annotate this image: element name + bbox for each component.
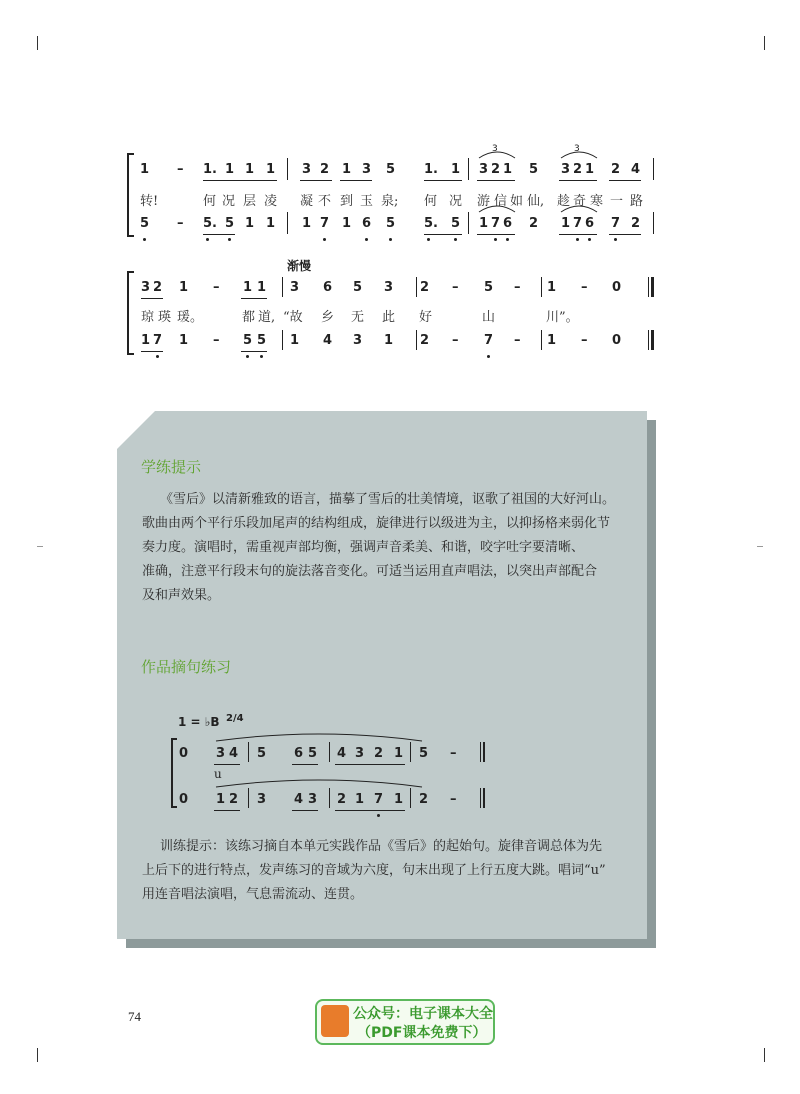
slur: [214, 777, 424, 789]
note: 1: [342, 216, 352, 231]
note: 2: [631, 216, 641, 231]
note: –: [452, 333, 459, 348]
note: 0: [612, 280, 622, 295]
crop-mark: [37, 36, 38, 50]
note: 7: [573, 216, 583, 231]
barline: [282, 330, 283, 350]
lyric: 奇: [573, 194, 587, 209]
lyric: 仙,: [527, 194, 545, 209]
ex-note: 6: [294, 746, 304, 761]
octave-dot: [614, 238, 617, 241]
note: 1: [342, 162, 352, 177]
note: 5: [243, 333, 253, 348]
beam: [335, 764, 405, 765]
note: 5: [257, 333, 267, 348]
lyric: 寒: [590, 194, 604, 209]
study-tips-line: 及和声效果。: [142, 588, 221, 603]
note: 5: [484, 280, 494, 295]
octave-dot: [323, 238, 326, 241]
note: 6: [585, 216, 595, 231]
octave-dot: [206, 238, 209, 241]
note: 5: [140, 216, 150, 231]
ex-note: 1: [216, 792, 226, 807]
octave-dot: [427, 238, 430, 241]
panel-shadow: [647, 420, 656, 948]
beam: [292, 764, 318, 765]
beam: [559, 234, 597, 235]
note: 3: [384, 280, 394, 295]
book-icon: [321, 1005, 349, 1037]
beam: [214, 764, 240, 765]
system-brace: [124, 270, 138, 356]
note: 5: [451, 216, 461, 231]
barline: [282, 277, 283, 297]
note: –: [514, 280, 521, 295]
beam: [203, 234, 235, 235]
badge-line-2: （PDF课本免费下）: [357, 1025, 487, 1041]
ex-note: 5: [257, 746, 267, 761]
crop-tick: [37, 546, 43, 547]
final-barline: [483, 742, 485, 762]
octave-dot: [588, 238, 591, 241]
ex-note: 1: [355, 792, 365, 807]
slur: [214, 731, 424, 743]
note: –: [452, 280, 459, 295]
note: –: [581, 280, 588, 295]
octave-dot: [156, 355, 159, 358]
note: 1: [179, 333, 189, 348]
ex-note: 5: [308, 746, 318, 761]
beam: [477, 180, 515, 181]
note: 7: [611, 216, 621, 231]
barline: [541, 330, 542, 350]
system-brace: [124, 152, 138, 238]
note: –: [177, 216, 184, 231]
beam: [424, 180, 462, 181]
beam: [141, 298, 163, 299]
lyric: 凌: [264, 194, 278, 209]
note: 3: [353, 333, 363, 348]
study-tips-line: 《雪后》以清新雅致的语言，描摹了雪后的壮美情境，讴歌了祖国的大好河山。: [160, 492, 616, 507]
page-number: 74: [128, 1009, 141, 1024]
lyric: 转!: [140, 194, 159, 209]
note: 1: [266, 216, 276, 231]
final-barline: [651, 277, 654, 297]
triplet-number: 3: [492, 144, 498, 154]
note: 3: [290, 280, 300, 295]
note: 2: [611, 162, 621, 177]
ex-note: –: [450, 792, 457, 807]
time-signature: 2/4: [226, 713, 244, 724]
final-barline: [480, 788, 481, 808]
beam: [335, 810, 405, 811]
lyric: 不: [318, 194, 332, 209]
triplet-number: 3: [574, 144, 580, 154]
lyric: 信: [494, 194, 508, 209]
note: 1: [302, 216, 312, 231]
octave-dot: [365, 238, 368, 241]
ex-note: 2: [374, 746, 384, 761]
beam: [214, 810, 240, 811]
note: 1: [384, 333, 394, 348]
note: 1: [290, 333, 300, 348]
lyric: 游: [477, 194, 491, 209]
note: 6: [503, 216, 513, 231]
ex-note: 4: [337, 746, 347, 761]
barline: [468, 212, 469, 234]
lyric: “故: [283, 310, 303, 325]
lyric: 何: [203, 194, 217, 209]
crop-mark: [764, 36, 765, 50]
ex-note: 1: [394, 792, 404, 807]
lyric: 玉: [360, 194, 374, 209]
note: 7: [153, 333, 163, 348]
note: 1: [479, 216, 489, 231]
lyric: 一: [610, 194, 624, 209]
final-barline: [651, 330, 654, 350]
training-tip-line: 上后下的进行特点，发声练习的音域为六度，句末出现了上行五度大跳。唱词“u”: [142, 863, 606, 878]
final-barline: [648, 277, 649, 297]
lyric: 瑛: [158, 310, 172, 325]
note: 5.: [424, 216, 438, 231]
study-tips-line: 歌曲由两个平行乐段加尾声的结构组成，旋律进行以级进为主，以抑扬格来弱化节: [142, 516, 611, 531]
barline: [287, 212, 288, 234]
lyric: 瑗。: [177, 310, 204, 325]
lyric: 路: [630, 194, 644, 209]
lyric: 好: [419, 310, 433, 325]
beam: [424, 234, 462, 235]
lyric: 泉;: [381, 194, 399, 209]
section-title-study-tips: 学练提示: [141, 458, 202, 476]
lyric: 都: [242, 310, 256, 325]
ex-note: 1: [394, 746, 404, 761]
note: –: [213, 280, 220, 295]
beam: [340, 180, 372, 181]
lyric: 此: [382, 310, 396, 325]
octave-dot: [228, 238, 231, 241]
barline: [248, 788, 249, 808]
note: 6: [323, 280, 333, 295]
octave-dot: [143, 238, 146, 241]
octave-dot: [260, 355, 263, 358]
lyric: 川”。: [546, 310, 579, 325]
lyric: 道,: [258, 310, 276, 325]
barline: [416, 277, 417, 297]
lyric: 层: [243, 194, 257, 209]
note: 5: [386, 216, 396, 231]
note: 1: [140, 162, 150, 177]
note: 1: [245, 216, 255, 231]
key-signature: 1 = ♭B: [178, 715, 220, 729]
lyric: 何: [424, 194, 438, 209]
note: 2: [573, 162, 583, 177]
lyric: 山: [482, 310, 496, 325]
triplet-bracket: [559, 200, 599, 214]
barline: [653, 158, 654, 180]
barline: [329, 742, 330, 762]
note: 6: [362, 216, 372, 231]
note: 1: [225, 162, 235, 177]
note: 2: [153, 280, 163, 295]
lyric: 如: [510, 194, 524, 209]
note: 3: [561, 162, 571, 177]
note: 4: [631, 162, 641, 177]
note: 5: [386, 162, 396, 177]
triplet-bracket: [477, 200, 517, 214]
note: –: [581, 333, 588, 348]
barline: [653, 212, 654, 234]
note: 2: [529, 216, 539, 231]
final-barline: [480, 742, 481, 762]
note: 7: [484, 333, 494, 348]
section-title-excerpt: 作品摘句练习: [141, 658, 232, 676]
note: 1: [503, 162, 513, 177]
note: 1: [245, 162, 255, 177]
crop-mark: [764, 1048, 765, 1062]
note: –: [514, 333, 521, 348]
ex-note: 3: [257, 792, 267, 807]
note: 4: [323, 333, 333, 348]
ex-note: 2: [337, 792, 347, 807]
final-barline: [483, 788, 485, 808]
beam: [241, 298, 267, 299]
note: 5.: [203, 216, 217, 231]
barline: [329, 788, 330, 808]
note: 3: [362, 162, 372, 177]
note: 3: [141, 280, 151, 295]
beam: [477, 234, 515, 235]
beam: [292, 810, 318, 811]
note: 2: [491, 162, 501, 177]
note: 0: [612, 333, 622, 348]
beam: [300, 180, 332, 181]
beam: [609, 234, 641, 235]
note: –: [177, 162, 184, 177]
ex-note: 2: [419, 792, 429, 807]
ex-note: 7: [374, 792, 384, 807]
ex-lyric: u: [214, 767, 222, 781]
barline: [410, 742, 411, 762]
octave-dot: [576, 238, 579, 241]
training-tip-line: 训练提示：该练习摘自本单元实践作品《雪后》的起始句。旋律音调总体为先: [160, 839, 603, 854]
note: 1: [585, 162, 595, 177]
note: 1: [257, 280, 267, 295]
note: 1: [547, 280, 557, 295]
barline: [410, 788, 411, 808]
note: 1: [179, 280, 189, 295]
lyric: 琼: [141, 310, 155, 325]
note: 2: [320, 162, 330, 177]
barline: [541, 277, 542, 297]
ex-note: 3: [216, 746, 226, 761]
barline: [416, 330, 417, 350]
note: 1: [243, 280, 253, 295]
training-tip-line: 用连音唱法演唱，气息需流动、连贯。: [142, 887, 364, 902]
barline: [468, 158, 469, 180]
beam: [241, 351, 267, 352]
barline: [287, 158, 288, 180]
octave-dot: [377, 814, 380, 817]
panel-shadow: [126, 939, 656, 948]
octave-dot: [506, 238, 509, 241]
note: 7: [320, 216, 330, 231]
octave-dot: [487, 355, 490, 358]
note: 1: [561, 216, 571, 231]
study-tips-line: 奏力度。演唱时，需重视声部均衡，强调声音柔美、和谐，咬字吐字要清晰、: [142, 540, 585, 555]
lyric: 到: [340, 194, 354, 209]
note: 7: [491, 216, 501, 231]
note: 5: [529, 162, 539, 177]
note: 1: [266, 162, 276, 177]
note: 1.: [203, 162, 217, 177]
ex-note: 3: [308, 792, 318, 807]
ex-note: 4: [229, 746, 239, 761]
ex-note: 5: [419, 746, 429, 761]
note: 1: [451, 162, 461, 177]
octave-dot: [454, 238, 457, 241]
note: 1.: [424, 162, 438, 177]
beam: [141, 351, 163, 352]
note: 1: [141, 333, 151, 348]
watermark-badge: [315, 999, 495, 1045]
beam: [609, 180, 641, 181]
lyric: 无: [351, 310, 365, 325]
lyric: 乡: [321, 310, 335, 325]
lyric: 凝: [300, 194, 314, 209]
ex-note: 0: [179, 792, 189, 807]
note: 2: [420, 280, 430, 295]
study-tips-line: 准确，注意平行段末句的旋法落音变化。可适当运用直声唱法，以突出声部配合: [142, 564, 598, 579]
octave-dot: [246, 355, 249, 358]
panel-corner-cut: [117, 411, 155, 449]
note: 2: [420, 333, 430, 348]
lyric: 况: [222, 194, 236, 209]
note: 3: [302, 162, 312, 177]
octave-dot: [389, 238, 392, 241]
note: 3: [479, 162, 489, 177]
ex-note: 4: [294, 792, 304, 807]
ex-note: 3: [355, 746, 365, 761]
octave-dot: [494, 238, 497, 241]
beam: [203, 180, 277, 181]
note: –: [213, 333, 220, 348]
crop-tick: [757, 546, 763, 547]
crop-mark: [37, 1048, 38, 1062]
note: 5: [225, 216, 235, 231]
ex-note: 0: [179, 746, 189, 761]
note: 1: [547, 333, 557, 348]
lyric: 趁: [557, 194, 571, 209]
barline: [248, 742, 249, 762]
ex-note: –: [450, 746, 457, 761]
final-barline: [648, 330, 649, 350]
lyric: 况: [449, 194, 463, 209]
tempo-mark: 渐慢: [287, 259, 312, 273]
beam: [559, 180, 597, 181]
note: 5: [353, 280, 363, 295]
ex-note: 2: [229, 792, 239, 807]
badge-line-1: 公众号：电子课本大全: [353, 1006, 493, 1022]
